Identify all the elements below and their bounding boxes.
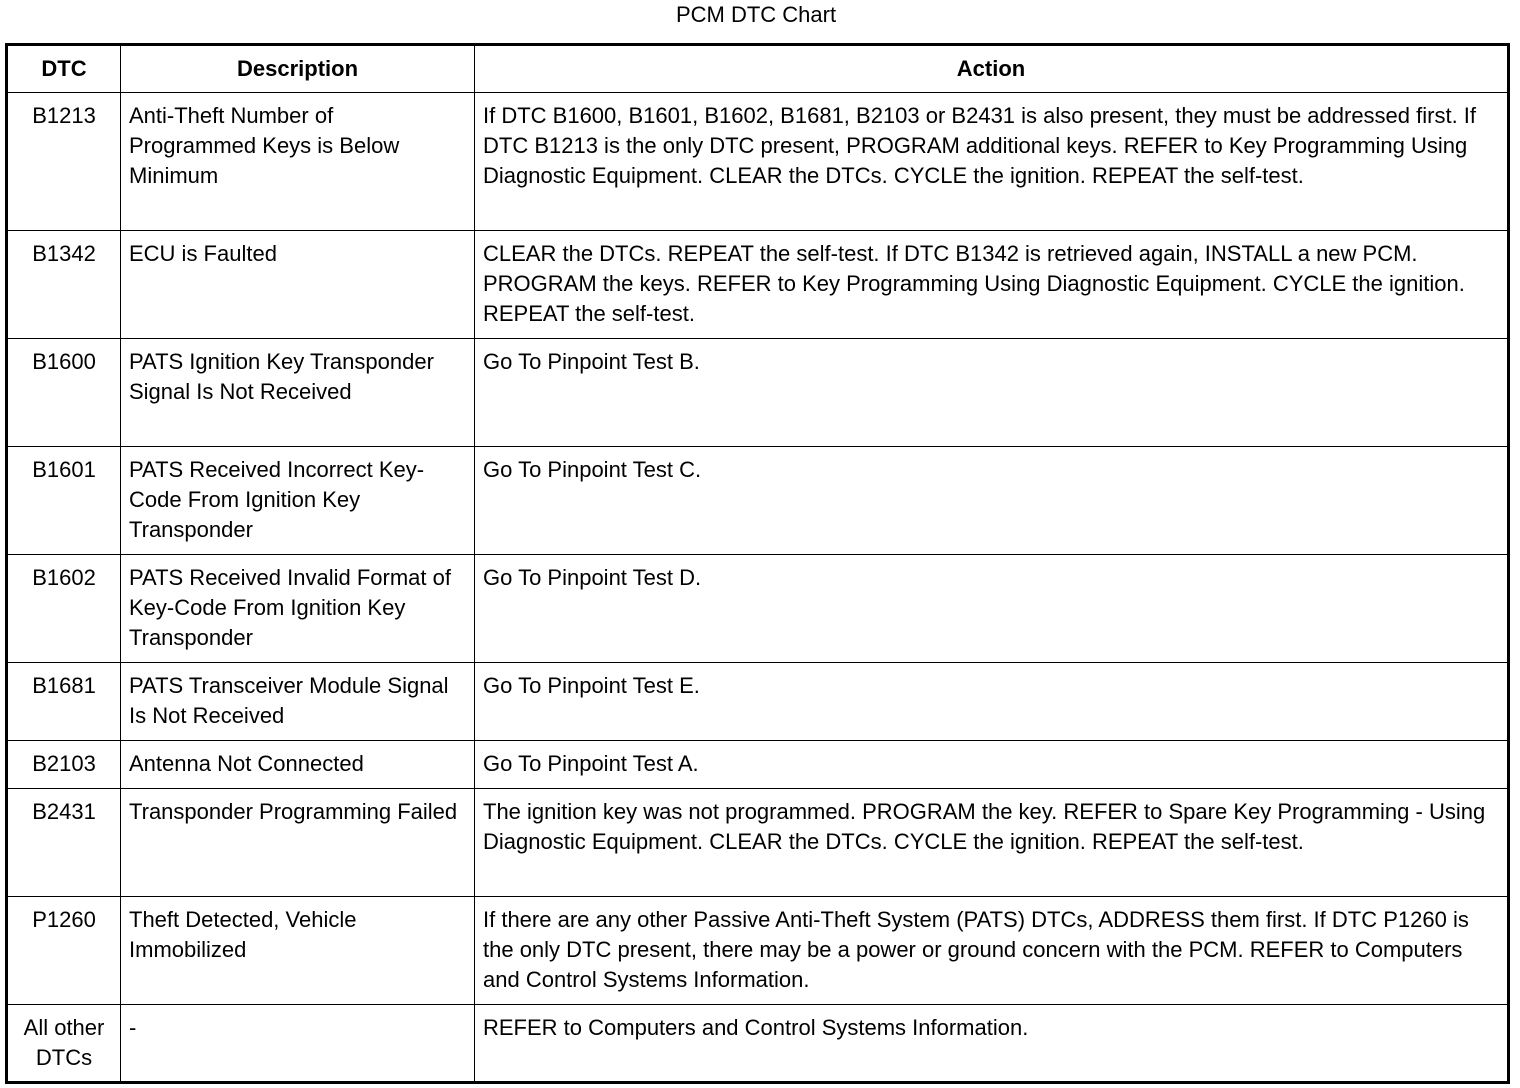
table-row bbox=[7, 741, 1509, 789]
dtc-action: Go To Pinpoint Test E. bbox=[475, 663, 1509, 741]
table-header-row bbox=[7, 45, 1509, 93]
dtc-action: CLEAR the DTCs. REPEAT the self-test. If DTC B1342 is retrieved again, INSTALL a new PCM. PROGRAM the keys. REFER to Key Programming Using Diagnostic Equipment. CYCLE the ignition. REPEAT the self-test. bbox=[475, 231, 1509, 339]
dtc-description: ECU is Faulted bbox=[121, 231, 475, 339]
dtc-action: Go To Pinpoint Test C. bbox=[475, 447, 1509, 555]
header-action: Action bbox=[475, 45, 1509, 93]
table-row bbox=[7, 555, 1509, 663]
table-row bbox=[7, 231, 1509, 339]
header-description: Description bbox=[121, 45, 475, 93]
dtc-action: If DTC B1600, B1601, B1602, B1681, B2103 or B2431 is also present, they must be addressed first. If DTC B1213 is the only DTC present, PROGRAM additional keys. REFER to Key Programming Using Diagnostic Equipment. CLEAR the DTCs. CYCLE the ignition. REPEAT the self-test. bbox=[475, 93, 1509, 231]
table-row bbox=[7, 789, 1509, 897]
table-row bbox=[7, 447, 1509, 555]
table-row bbox=[7, 663, 1509, 741]
table-row bbox=[7, 1005, 1509, 1083]
dtc-description: Antenna Not Connected bbox=[121, 741, 475, 789]
dtc-description: Theft Detected, Vehicle Immobilized bbox=[121, 897, 475, 1005]
page-title: PCM DTC Chart bbox=[675, 2, 837, 27]
dtc-description: - bbox=[121, 1005, 475, 1083]
dtc-code: B1600 bbox=[7, 339, 121, 447]
header-dtc: DTC bbox=[7, 45, 121, 93]
dtc-code: B1342 bbox=[7, 231, 121, 339]
dtc-code: All other DTCs bbox=[7, 1005, 121, 1083]
dtc-description: PATS Transceiver Module Signal Is Not Received bbox=[121, 663, 475, 741]
dtc-code: B1681 bbox=[7, 663, 121, 741]
dtc-action: Go To Pinpoint Test D. bbox=[475, 555, 1509, 663]
dtc-action: If there are any other Passive Anti-Theft System (PATS) DTCs, ADDRESS them first. If DTC P1260 is the only DTC present, there may be a power or ground concern with the PCM. REFER to Computers and Control Systems Information. bbox=[475, 897, 1509, 1005]
dtc-code: B1601 bbox=[7, 447, 121, 555]
dtc-description: Anti-Theft Number of Programmed Keys is Below Minimum bbox=[121, 93, 475, 231]
dtc-description: PATS Received Invalid Format of Key-Code From Ignition Key Transponder bbox=[121, 555, 475, 663]
table-row bbox=[7, 897, 1509, 1005]
dtc-action: REFER to Computers and Control Systems Information. bbox=[475, 1005, 1509, 1083]
dtc-action: Go To Pinpoint Test A. bbox=[475, 741, 1509, 789]
dtc-description: Transponder Programming Failed bbox=[121, 789, 475, 897]
dtc-code: B2431 bbox=[7, 789, 121, 897]
table-row bbox=[7, 93, 1509, 231]
dtc-code: B1602 bbox=[7, 555, 121, 663]
dtc-description: PATS Ignition Key Transponder Signal Is Not Received bbox=[121, 339, 475, 447]
dtc-description: PATS Received Incorrect Key-Code From Ignition Key Transponder bbox=[121, 447, 475, 555]
dtc-action: Go To Pinpoint Test B. bbox=[475, 339, 1509, 447]
dtc-code: B2103 bbox=[7, 741, 121, 789]
dtc-code: B1213 bbox=[7, 93, 121, 231]
dtc-code: P1260 bbox=[7, 897, 121, 1005]
table-row bbox=[7, 339, 1509, 447]
dtc-action: The ignition key was not programmed. PROGRAM the key. REFER to Spare Key Programming - Using Diagnostic Equipment. CLEAR the DTCs. CYCLE the ignition. REPEAT the self-test. bbox=[475, 789, 1509, 897]
dtc-table bbox=[5, 43, 1510, 1084]
